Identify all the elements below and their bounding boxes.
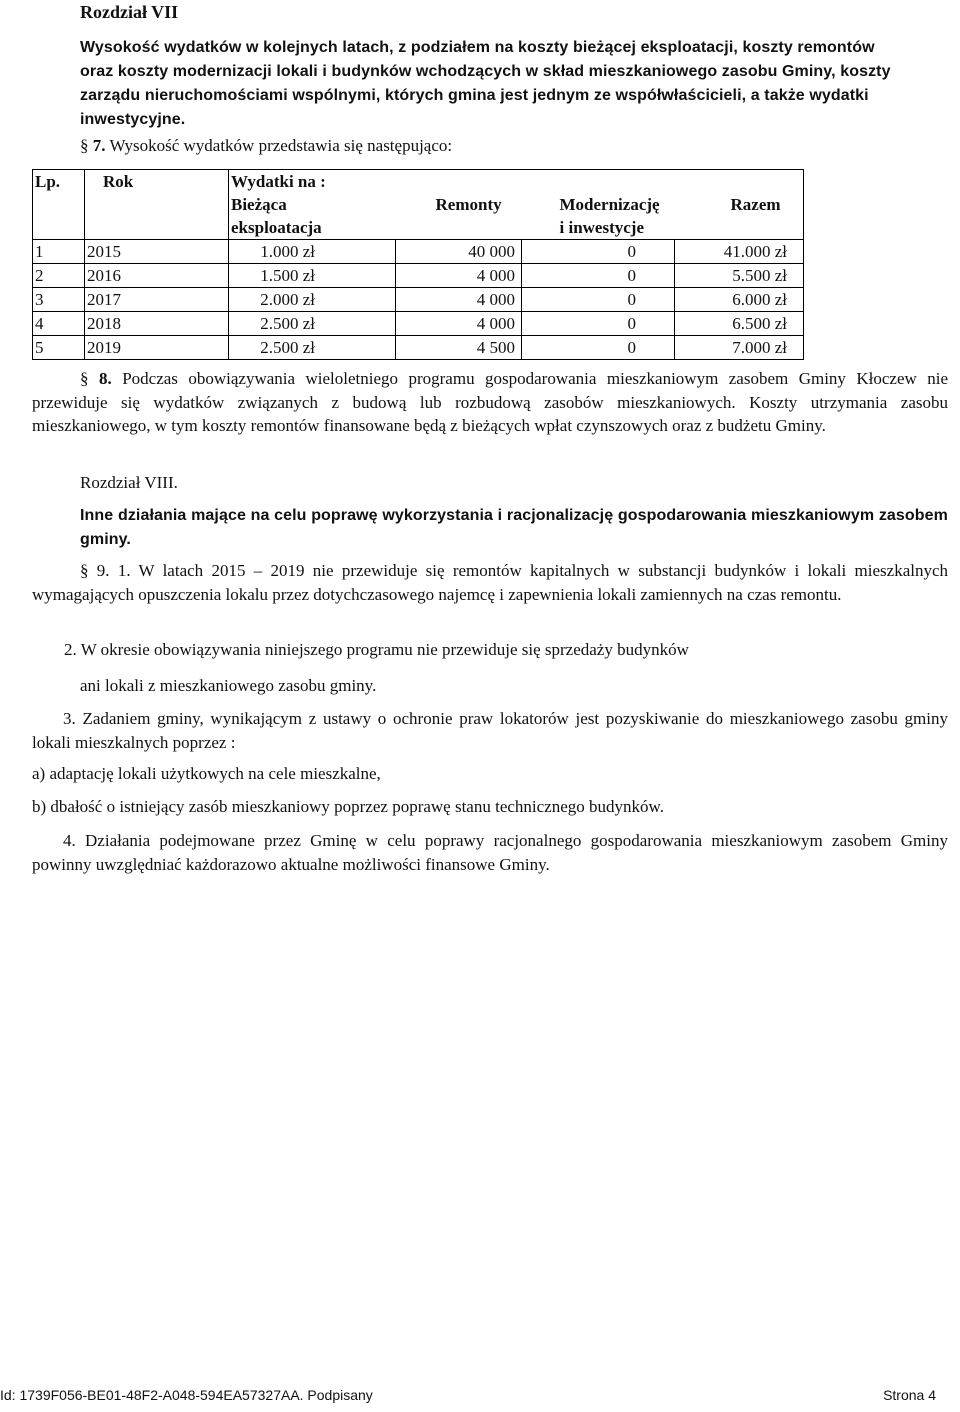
cell-lp: 4	[33, 312, 85, 336]
cell-modernizacje: 0	[522, 288, 675, 312]
chapter-intro	[80, 36, 950, 132]
section-9-point-3: 3. Zadaniem gminy, wynikającym z ustawy o ochronie praw lokatorów jest pozyskiwanie do mieszkaniowego zasobu gminy lokali mieszkalnych poprzez :	[32, 709, 948, 752]
expenses-table	[32, 169, 804, 360]
cell-razem: 6.500 zł	[675, 312, 804, 336]
section-7-text: Wysokość wydatków przedstawia się następująco:	[109, 136, 453, 155]
cell-lp: 3	[33, 288, 85, 312]
cell-modernizacje: 0	[522, 240, 675, 264]
header-wydatki: Wydatki na :	[229, 170, 804, 194]
table-row	[33, 240, 804, 264]
section-9-point-4: 4. Działania podejmowane przez Gminę w celu poprawy racjonalnego gospodarowania mieszkaniowym zasobem Gminy powinny uwzględniać każdorazowo aktualne możliwości finansowe Gminy.	[32, 831, 948, 874]
chapter-8-title: Inne działania mające na celu poprawę wykorzystania i racjonalizację gospodarowania mieszkaniowym zasobem gminy.	[80, 507, 948, 548]
intro-line: oraz koszty modernizacji lokali i budynków wchodzących w skład mieszkaniowego zasobu Gminy, koszty	[80, 63, 891, 80]
intro-line: zarządu nieruchomościami wspólnymi, których gmina jest jednym ze współwłaścicieli, a także wydatki	[80, 87, 869, 104]
cell-lp: 5	[33, 336, 85, 360]
cell-modernizacje: 0	[522, 312, 675, 336]
section-sign: §	[80, 369, 89, 388]
cell-rok: 2018	[85, 312, 229, 336]
section-9-point-3a: a) adaptację lokali użytkowych na cele mieszkalne,	[32, 764, 381, 783]
cell-remonty: 4 000	[396, 264, 522, 288]
cell-lp: 2	[33, 264, 85, 288]
table-header-row	[33, 170, 804, 194]
section-8	[32, 367, 948, 438]
cell-razem: 6.000 zł	[675, 288, 804, 312]
header-razem: Razem	[675, 193, 804, 240]
section-number: 8.	[98, 369, 112, 388]
chapter-8-heading: Rozdział VIII.	[80, 473, 178, 492]
section-9-point-2b: ani lokali z mieszkaniowego zasobu gminy.	[80, 676, 377, 695]
section-9-point-2a: 2. W okresie obowiązywania niniejszego programu nie przewiduje się sprzedaży budynków	[64, 640, 689, 659]
section-8-text: Podczas obowiązywania wieloletniego programu gospodarowania mieszkaniowym zasobem Gminy Kłoczew nie przewiduje się wydatków związanych z budową lub rozbudową zasobów mieszkaniowych. Koszty utrzymania zasobu mieszkaniowego, w tym koszty remontów finansowane będą z bieżących wpłat czynszowych oraz z budżetu Gminy.	[32, 369, 949, 435]
cell-razem: 41.000 zł	[675, 240, 804, 264]
chapter-heading: Rozdział VII	[80, 2, 179, 22]
header-remonty: Remonty	[396, 193, 522, 240]
document-id: Id: 1739F056-BE01-48F2-A048-594EA57327AA. Podpisany	[0, 1387, 373, 1403]
cell-biezaca: 2.000 zł	[229, 288, 396, 312]
cell-remonty: 4 000	[396, 288, 522, 312]
intro-line: inwestycyjne.	[80, 111, 186, 128]
section-number: 7.	[92, 136, 106, 155]
cell-remonty: 4 500	[396, 336, 522, 360]
cell-biezaca: 2.500 zł	[229, 336, 396, 360]
table-row	[33, 264, 804, 288]
page-number: Strona 4	[883, 1387, 936, 1403]
cell-lp: 1	[33, 240, 85, 264]
cell-rok: 2019	[85, 336, 229, 360]
cell-remonty: 4 000	[396, 312, 522, 336]
cell-rok: 2015	[85, 240, 229, 264]
section-9-p1-text: 9. 1. W latach 2015 – 2019 nie przewiduje się remontów kapitalnych w substancji budynków i lokali mieszkalnych wymagających opuszczenia lokalu przez dotychczasowego najemcę i zapewnienia lokali zamiennych na czas remontu.	[32, 561, 949, 604]
table-row	[33, 288, 804, 312]
table-row	[33, 312, 804, 336]
header-lp: Lp.	[33, 170, 85, 240]
cell-biezaca: 1.000 zł	[229, 240, 396, 264]
table-row	[33, 336, 804, 360]
header-modernizacje: Modernizację i inwestycje	[522, 193, 675, 240]
cell-rok: 2016	[85, 264, 229, 288]
cell-biezaca: 2.500 zł	[229, 312, 396, 336]
cell-modernizacje: 0	[522, 264, 675, 288]
cell-biezaca: 1.500 zł	[229, 264, 396, 288]
intro-line: Wysokość wydatków w kolejnych latach, z podziałem na koszty bieżącej eksploatacji, koszty remontów	[80, 39, 875, 56]
cell-rok: 2017	[85, 288, 229, 312]
section-sign: §	[80, 561, 89, 580]
cell-remonty: 40 000	[396, 240, 522, 264]
section-sign: §	[80, 136, 89, 155]
section-9-point-1	[32, 559, 948, 606]
header-biezaca: Bieżąca eksploatacja	[229, 193, 396, 240]
cell-razem: 5.500 zł	[675, 264, 804, 288]
header-rok: Rok	[85, 170, 229, 240]
section-7	[80, 134, 452, 158]
cell-razem: 7.000 zł	[675, 336, 804, 360]
cell-modernizacje: 0	[522, 336, 675, 360]
section-9-point-3b: b) dbałość o istniejący zasób mieszkaniowy poprzez poprawę stanu technicznego budynków.	[32, 797, 664, 816]
